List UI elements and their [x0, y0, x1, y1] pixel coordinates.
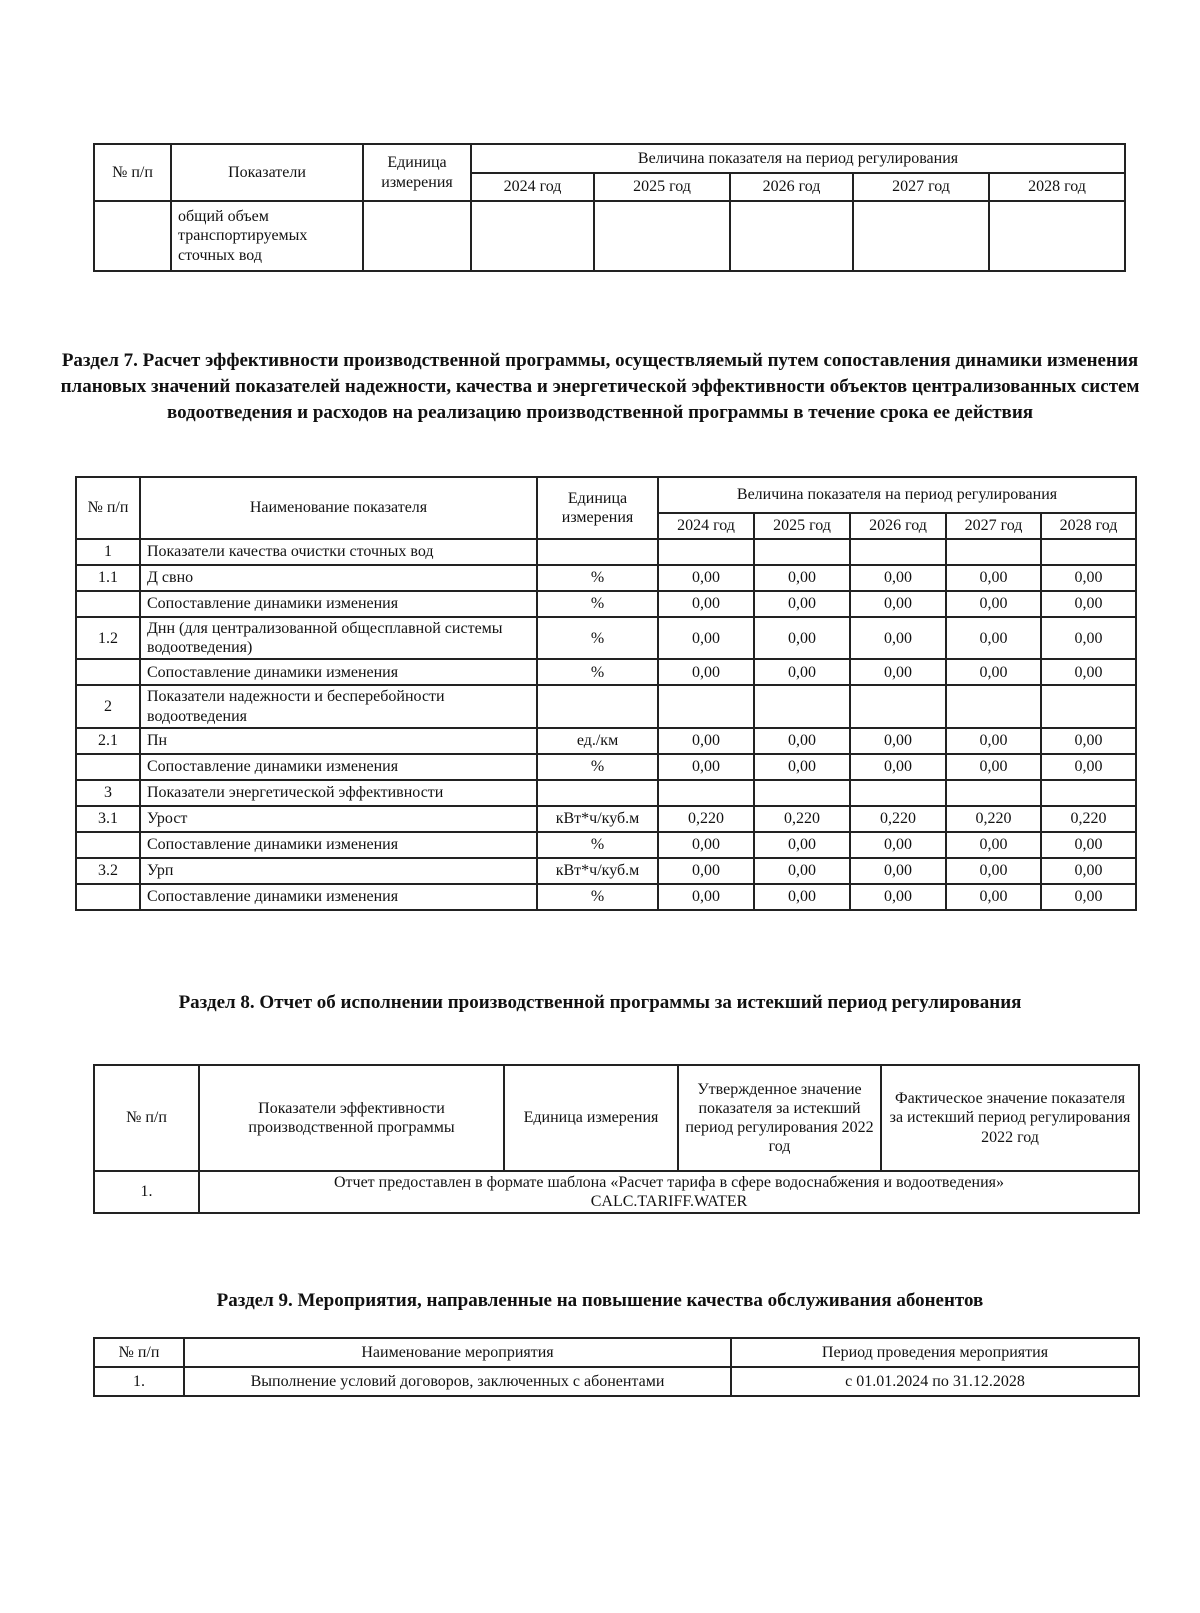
row-value: 0,00: [850, 754, 946, 780]
row-value: 0,00: [1041, 884, 1136, 910]
row-value: [658, 685, 754, 727]
row-value: [946, 780, 1041, 806]
row-value: 0,00: [850, 565, 946, 591]
row-num: 3.1: [76, 806, 140, 832]
transport-volume-table: [93, 143, 1126, 272]
row-num: [76, 659, 140, 685]
row-value: [850, 780, 946, 806]
row-value: 0,00: [850, 858, 946, 884]
year-header: 2027 год: [853, 173, 989, 201]
row-value: 0,00: [850, 884, 946, 910]
row-value: [658, 780, 754, 806]
row-value: 0,00: [946, 754, 1041, 780]
year-header: 2024 год: [471, 173, 594, 201]
header-approved: Утвержденное значение показателя за истекший период регулирования 2022 год: [678, 1065, 881, 1171]
row-value: 0,00: [850, 591, 946, 617]
row-unit: кВт*ч/куб.м: [537, 858, 658, 884]
header-period: Период проведения мероприятия: [731, 1338, 1139, 1367]
row-value: 0,00: [754, 565, 850, 591]
row-name: общий объем транспортируемых сточных вод: [171, 201, 363, 271]
row-value: 0,220: [754, 806, 850, 832]
table-row: [76, 806, 1136, 832]
row-value: 0,00: [1041, 659, 1136, 685]
year-header: 2027 год: [946, 513, 1041, 539]
row-unit: кВт*ч/куб.м: [537, 806, 658, 832]
row-name: Показатели качества очистки сточных вод: [140, 539, 537, 565]
row-unit: %: [537, 565, 658, 591]
row-name: Сопоставление динамики изменения: [140, 591, 537, 617]
year-header: 2028 год: [1041, 513, 1136, 539]
table-row: [76, 754, 1136, 780]
row-name: Показатели надежности и бесперебойности водоотведения: [140, 685, 537, 727]
row-name: Сопоставление динамики изменения: [140, 754, 537, 780]
row-name: Днн (для централизованной общесплавной системы водоотведения): [140, 617, 537, 659]
row-value: 0,00: [850, 728, 946, 754]
row-value: 0,00: [754, 832, 850, 858]
row-period: с 01.01.2024 по 31.12.2028: [731, 1367, 1139, 1396]
row-value: 0,220: [850, 806, 946, 832]
row-value: 0,00: [754, 659, 850, 685]
section9-title: Раздел 9. Мероприятия, направленные на повышение качества обслуживания абонентов: [216, 1290, 984, 1311]
row-num: [76, 591, 140, 617]
row-value: 0,00: [754, 617, 850, 659]
row-num: 1.1: [76, 565, 140, 591]
row-unit: [537, 780, 658, 806]
row-value: [658, 539, 754, 565]
row-unit: %: [537, 832, 658, 858]
row-name: Показатели энергетической эффективности: [140, 780, 537, 806]
row-value: 0,00: [850, 617, 946, 659]
header-unit: Единица измерения: [363, 144, 471, 201]
row-value: 0,00: [946, 858, 1041, 884]
table-row: [76, 685, 1136, 727]
row-num: 2: [76, 685, 140, 727]
row-value: 0,00: [850, 659, 946, 685]
row-value: 0,00: [754, 728, 850, 754]
row-value: 0,00: [658, 832, 754, 858]
row-value: 0,00: [754, 858, 850, 884]
row-value: [1041, 539, 1136, 565]
row-value: 0,220: [658, 806, 754, 832]
table-row: [76, 565, 1136, 591]
row-unit: ед./км: [537, 728, 658, 754]
table-row: [76, 591, 1136, 617]
row-value: 0,00: [658, 591, 754, 617]
year-header: 2026 год: [850, 513, 946, 539]
header-indicator: Показатели: [171, 144, 363, 201]
row-unit: [363, 201, 471, 271]
header-period: Величина показателя на период регулирования: [471, 144, 1125, 173]
header-num: № п/п: [94, 1065, 199, 1171]
row-value: 0,00: [1041, 617, 1136, 659]
row-num: 1.2: [76, 617, 140, 659]
row-value: 0,00: [658, 884, 754, 910]
row-num: 1: [76, 539, 140, 565]
row-value: 0,220: [1041, 806, 1136, 832]
row-unit: [537, 539, 658, 565]
row-value: [853, 201, 989, 271]
row-value: 0,00: [850, 832, 946, 858]
row-unit: %: [537, 754, 658, 780]
row-value: [754, 685, 850, 727]
row-name: Пн: [140, 728, 537, 754]
table-row: [76, 858, 1136, 884]
report-table: [93, 1064, 1140, 1214]
row-name: Д свно: [140, 565, 537, 591]
row-value: 0,00: [1041, 832, 1136, 858]
row-value: [989, 201, 1125, 271]
row-value: 0,00: [1041, 728, 1136, 754]
header-indicator: Показатели эффективности производственной программы: [199, 1065, 504, 1171]
header-name: Наименование показателя: [140, 477, 537, 539]
report-note: Отчет предоставлен в формате шаблона «Расчет тарифа в сфере водоснабжения и водоотведения» CALC.TARIFF.WATER: [199, 1171, 1139, 1213]
row-value: 0,220: [946, 806, 1041, 832]
row-value: 0,00: [754, 884, 850, 910]
header-actual: Фактическое значение показателя за истекший период регулирования 2022 год: [881, 1065, 1139, 1171]
row-value: 0,00: [946, 832, 1041, 858]
row-value: 0,00: [754, 754, 850, 780]
row-name: Сопоставление динамики изменения: [140, 659, 537, 685]
year-header: 2026 год: [730, 173, 853, 201]
header-num: № п/п: [76, 477, 140, 539]
row-value: 0,00: [1041, 754, 1136, 780]
row-value: 0,00: [658, 565, 754, 591]
row-value: 0,00: [946, 659, 1041, 685]
row-value: [594, 201, 730, 271]
header-num: № п/п: [94, 1338, 184, 1367]
row-value: 0,00: [946, 728, 1041, 754]
row-num: 1.: [94, 1367, 184, 1396]
year-header: 2024 год: [658, 513, 754, 539]
row-name: Сопоставление динамики изменения: [140, 832, 537, 858]
table-row: [94, 1367, 1139, 1396]
row-value: [946, 685, 1041, 727]
row-num: [76, 754, 140, 780]
row-value: 0,00: [658, 659, 754, 685]
row-value: [730, 201, 853, 271]
row-value: 0,00: [658, 754, 754, 780]
header-unit: Единица измерения: [504, 1065, 678, 1171]
row-value: 0,00: [946, 591, 1041, 617]
row-value: 0,00: [946, 884, 1041, 910]
row-unit: %: [537, 884, 658, 910]
row-value: 0,00: [946, 565, 1041, 591]
row-value: [1041, 685, 1136, 727]
measures-table: [93, 1337, 1140, 1397]
row-name: Выполнение условий договоров, заключенных с абонентами: [184, 1367, 731, 1396]
row-value: 0,00: [1041, 858, 1136, 884]
table-row: [76, 728, 1136, 754]
row-value: [754, 780, 850, 806]
row-num: 2.1: [76, 728, 140, 754]
row-num: [76, 832, 140, 858]
year-header: 2028 год: [989, 173, 1125, 201]
row-unit: [537, 685, 658, 727]
row-value: [946, 539, 1041, 565]
row-value: 0,00: [658, 858, 754, 884]
row-num: [94, 201, 171, 271]
row-name: Урост: [140, 806, 537, 832]
row-value: 0,00: [946, 617, 1041, 659]
row-value: [754, 539, 850, 565]
row-name: Урп: [140, 858, 537, 884]
efficiency-table: [75, 476, 1137, 911]
header-name: Наименование мероприятия: [184, 1338, 731, 1367]
row-value: [850, 539, 946, 565]
row-value: [1041, 780, 1136, 806]
table-row: [94, 201, 1125, 271]
table-row: [76, 884, 1136, 910]
row-value: [471, 201, 594, 271]
section7-title: Раздел 7. Расчет эффективности производственной программы, осуществляемый путем сопоставления динамики изменения плановых значений показателей надежности, качества и энергетической эффективности объектов централизованных систем водоотведения и расходов на реализацию производственной программы в течение срока ее действия: [60, 350, 1140, 423]
row-value: 0,00: [1041, 565, 1136, 591]
table-row: [76, 539, 1136, 565]
year-header: 2025 год: [594, 173, 730, 201]
header-period: Величина показателя на период регулирования: [658, 477, 1136, 513]
row-unit: %: [537, 659, 658, 685]
row-value: [850, 685, 946, 727]
row-num: 3.2: [76, 858, 140, 884]
table-row: [76, 659, 1136, 685]
table-row: [76, 780, 1136, 806]
row-unit: %: [537, 617, 658, 659]
row-value: 0,00: [658, 728, 754, 754]
row-name: Сопоставление динамики изменения: [140, 884, 537, 910]
row-value: 0,00: [754, 591, 850, 617]
header-unit: Единица измерения: [537, 477, 658, 539]
row-num: 1.: [94, 1171, 199, 1213]
table-row: [76, 617, 1136, 659]
section8-title: Раздел 8. Отчет об исполнении производственной программы за истекший период регулирования: [178, 992, 1022, 1013]
row-num: 3: [76, 780, 140, 806]
header-num: № п/п: [94, 144, 171, 201]
year-header: 2025 год: [754, 513, 850, 539]
row-unit: %: [537, 591, 658, 617]
row-num: [76, 884, 140, 910]
row-value: 0,00: [1041, 591, 1136, 617]
table-row: [76, 832, 1136, 858]
table-row: [94, 1171, 1139, 1213]
row-value: 0,00: [658, 617, 754, 659]
